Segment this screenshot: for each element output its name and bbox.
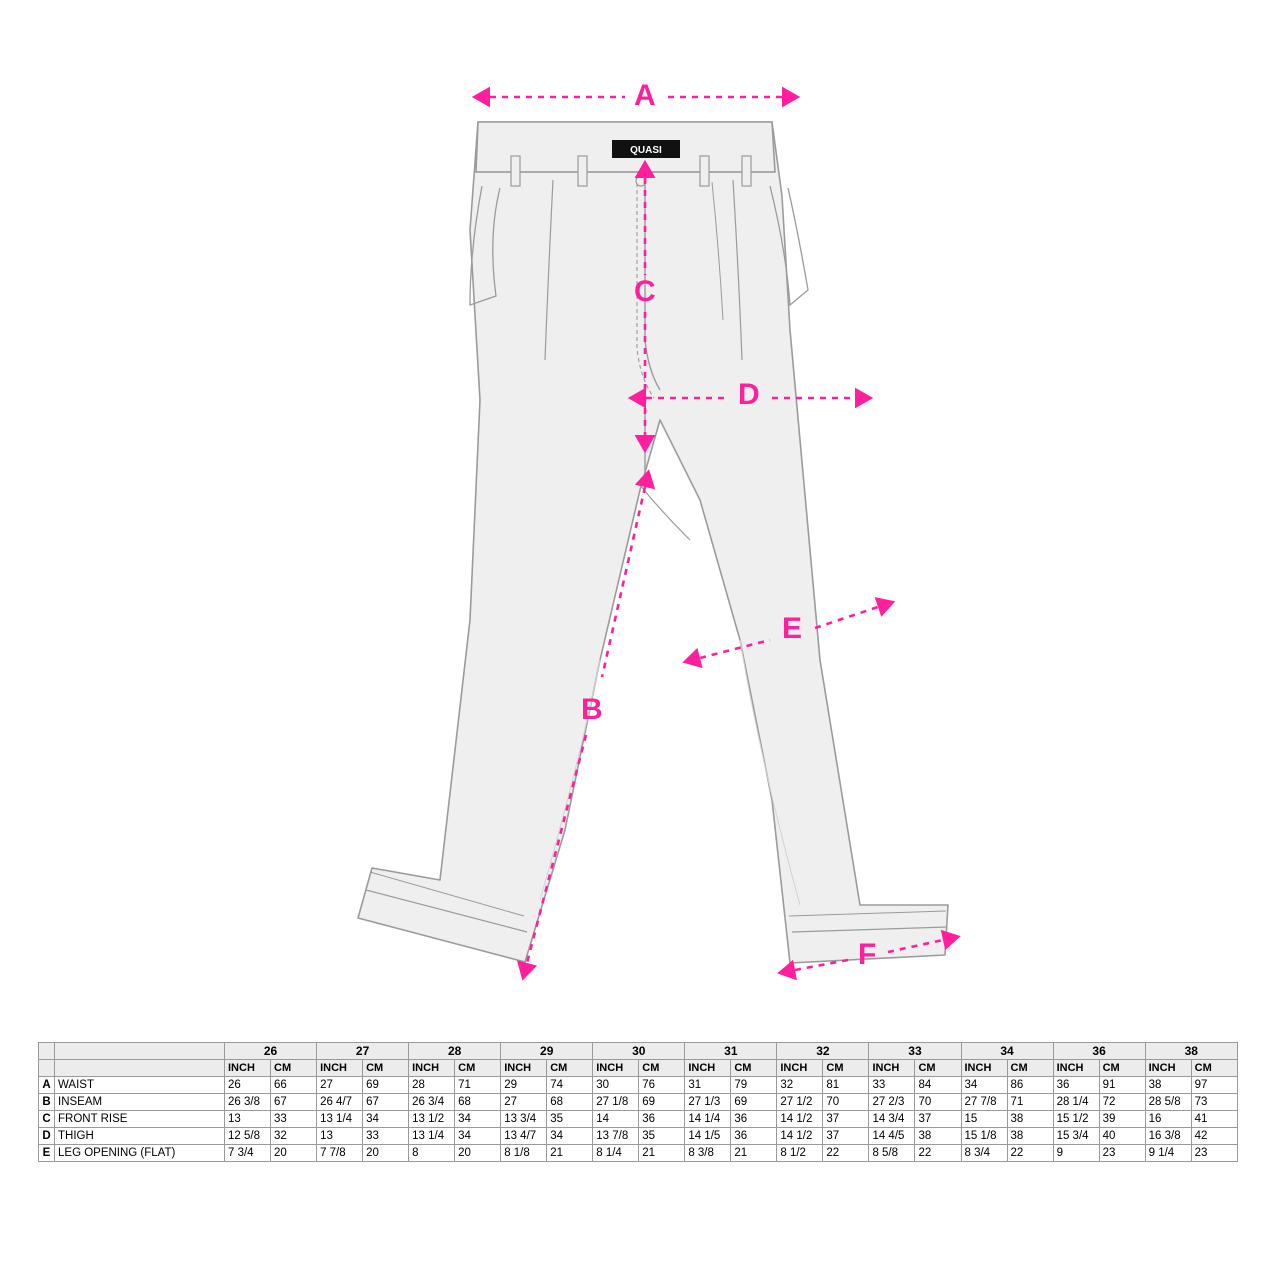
cell-c-27-inch: 13 1/4 bbox=[317, 1111, 363, 1128]
cell-d-28-inch: 13 1/4 bbox=[409, 1128, 455, 1145]
cell-a-31-inch: 31 bbox=[685, 1077, 731, 1094]
cell-c-26-inch: 13 bbox=[225, 1111, 271, 1128]
cell-e-34-cm: 22 bbox=[1007, 1145, 1053, 1162]
cell-b-38-cm: 73 bbox=[1191, 1094, 1237, 1111]
unit-header-33-cm: CM bbox=[915, 1060, 961, 1077]
cell-c-34-cm: 38 bbox=[1007, 1111, 1053, 1128]
measurement-label-c: C bbox=[634, 275, 656, 308]
size-table bbox=[38, 1042, 1238, 1162]
pants-illustration bbox=[358, 122, 948, 963]
measurement-label-f: F bbox=[858, 938, 877, 971]
cell-e-26-cm: 20 bbox=[271, 1145, 317, 1162]
cell-e-29-cm: 21 bbox=[547, 1145, 593, 1162]
cell-c-31-inch: 14 1/4 bbox=[685, 1111, 731, 1128]
cell-c-31-cm: 36 bbox=[731, 1111, 777, 1128]
unit-header-28-inch: INCH bbox=[409, 1060, 455, 1077]
cell-a-28-cm: 71 bbox=[455, 1077, 501, 1094]
cell-a-26-cm: 66 bbox=[271, 1077, 317, 1094]
cell-e-30-inch: 8 1/4 bbox=[593, 1145, 639, 1162]
cell-b-29-cm: 68 bbox=[547, 1094, 593, 1111]
cell-b-26-inch: 26 3/8 bbox=[225, 1094, 271, 1111]
cell-b-27-inch: 26 4/7 bbox=[317, 1094, 363, 1111]
cell-a-27-inch: 27 bbox=[317, 1077, 363, 1094]
cell-e-38-cm: 23 bbox=[1191, 1145, 1237, 1162]
size-header-28: 28 bbox=[409, 1043, 501, 1060]
cell-b-30-inch: 27 1/8 bbox=[593, 1094, 639, 1111]
cell-b-36-inch: 28 1/4 bbox=[1053, 1094, 1099, 1111]
cell-b-27-cm: 67 bbox=[363, 1094, 409, 1111]
size-header-29: 29 bbox=[501, 1043, 593, 1060]
cell-c-27-cm: 34 bbox=[363, 1111, 409, 1128]
unit-header-32-cm: CM bbox=[823, 1060, 869, 1077]
cell-e-38-inch: 9 1/4 bbox=[1145, 1145, 1191, 1162]
cell-e-32-cm: 22 bbox=[823, 1145, 869, 1162]
cell-e-28-inch: 8 bbox=[409, 1145, 455, 1162]
cell-d-36-cm: 40 bbox=[1099, 1128, 1145, 1145]
cell-c-32-cm: 37 bbox=[823, 1111, 869, 1128]
brand-tag-label: QUASI bbox=[630, 145, 662, 156]
size-header-33: 33 bbox=[869, 1043, 961, 1060]
cell-c-33-cm: 37 bbox=[915, 1111, 961, 1128]
cell-d-26-inch: 12 5/8 bbox=[225, 1128, 271, 1145]
table-row bbox=[39, 1111, 1238, 1128]
size-header-26: 26 bbox=[225, 1043, 317, 1060]
table-body bbox=[39, 1077, 1238, 1162]
cell-d-38-cm: 42 bbox=[1191, 1128, 1237, 1145]
unit-header-34-inch: INCH bbox=[961, 1060, 1007, 1077]
cell-a-29-cm: 74 bbox=[547, 1077, 593, 1094]
row-name: THIGH bbox=[55, 1128, 225, 1145]
cell-d-38-inch: 16 3/8 bbox=[1145, 1128, 1191, 1145]
cell-a-36-cm: 91 bbox=[1099, 1077, 1145, 1094]
cell-c-33-inch: 14 3/4 bbox=[869, 1111, 915, 1128]
unit-header-36-cm: CM bbox=[1099, 1060, 1145, 1077]
cell-d-33-cm: 38 bbox=[915, 1128, 961, 1145]
unit-header-34-cm: CM bbox=[1007, 1060, 1053, 1077]
cell-d-36-inch: 15 3/4 bbox=[1053, 1128, 1099, 1145]
cell-a-34-inch: 34 bbox=[961, 1077, 1007, 1094]
cell-c-34-inch: 15 bbox=[961, 1111, 1007, 1128]
cell-b-38-inch: 28 5/8 bbox=[1145, 1094, 1191, 1111]
size-header-32: 32 bbox=[777, 1043, 869, 1060]
cell-c-26-cm: 33 bbox=[271, 1111, 317, 1128]
measurement-label-b: B bbox=[581, 693, 603, 726]
cell-e-27-inch: 7 7/8 bbox=[317, 1145, 363, 1162]
cell-c-28-inch: 13 1/2 bbox=[409, 1111, 455, 1128]
cell-c-36-inch: 15 1/2 bbox=[1053, 1111, 1099, 1128]
row-name: WAIST bbox=[55, 1077, 225, 1094]
unit-header-26-inch: INCH bbox=[225, 1060, 271, 1077]
cell-b-29-inch: 27 bbox=[501, 1094, 547, 1111]
cell-a-38-inch: 38 bbox=[1145, 1077, 1191, 1094]
cell-d-34-cm: 38 bbox=[1007, 1128, 1053, 1145]
size-chart bbox=[38, 1042, 1238, 1162]
cell-d-30-inch: 13 7/8 bbox=[593, 1128, 639, 1145]
cell-e-32-inch: 8 1/2 bbox=[777, 1145, 823, 1162]
unit-header-29-cm: CM bbox=[547, 1060, 593, 1077]
cell-b-31-cm: 69 bbox=[731, 1094, 777, 1111]
header-corner-code bbox=[39, 1043, 55, 1060]
cell-d-33-inch: 14 4/5 bbox=[869, 1128, 915, 1145]
unit-header-38-cm: CM bbox=[1191, 1060, 1237, 1077]
row-code-e: E bbox=[39, 1145, 55, 1162]
cell-a-30-inch: 30 bbox=[593, 1077, 639, 1094]
unit-header-27-cm: CM bbox=[363, 1060, 409, 1077]
cell-b-33-inch: 27 2/3 bbox=[869, 1094, 915, 1111]
cell-a-30-cm: 76 bbox=[639, 1077, 685, 1094]
cell-a-33-cm: 84 bbox=[915, 1077, 961, 1094]
unit-header-29-inch: INCH bbox=[501, 1060, 547, 1077]
cell-e-29-inch: 8 1/8 bbox=[501, 1145, 547, 1162]
size-header-34: 34 bbox=[961, 1043, 1053, 1060]
cell-a-26-inch: 26 bbox=[225, 1077, 271, 1094]
cell-c-32-inch: 14 1/2 bbox=[777, 1111, 823, 1128]
cell-b-32-cm: 70 bbox=[823, 1094, 869, 1111]
cell-b-33-cm: 70 bbox=[915, 1094, 961, 1111]
cell-e-30-cm: 21 bbox=[639, 1145, 685, 1162]
cell-c-38-inch: 16 bbox=[1145, 1111, 1191, 1128]
cell-a-33-inch: 33 bbox=[869, 1077, 915, 1094]
unit-header-32-inch: INCH bbox=[777, 1060, 823, 1077]
cell-e-26-inch: 7 3/4 bbox=[225, 1145, 271, 1162]
unit-header-31-cm: CM bbox=[731, 1060, 777, 1077]
unit-corner-code bbox=[39, 1060, 55, 1077]
unit-header-30-cm: CM bbox=[639, 1060, 685, 1077]
size-header-31: 31 bbox=[685, 1043, 777, 1060]
cell-d-27-cm: 33 bbox=[363, 1128, 409, 1145]
cell-a-31-cm: 79 bbox=[731, 1077, 777, 1094]
cell-e-31-inch: 8 3/8 bbox=[685, 1145, 731, 1162]
cell-d-28-cm: 34 bbox=[455, 1128, 501, 1145]
cell-a-32-inch: 32 bbox=[777, 1077, 823, 1094]
cell-e-33-cm: 22 bbox=[915, 1145, 961, 1162]
cell-a-32-cm: 81 bbox=[823, 1077, 869, 1094]
cell-d-32-cm: 37 bbox=[823, 1128, 869, 1145]
cell-e-33-inch: 8 5/8 bbox=[869, 1145, 915, 1162]
cell-e-28-cm: 20 bbox=[455, 1145, 501, 1162]
size-header-38: 38 bbox=[1145, 1043, 1237, 1060]
unit-header-33-inch: INCH bbox=[869, 1060, 915, 1077]
unit-header-26-cm: CM bbox=[271, 1060, 317, 1077]
cell-d-30-cm: 35 bbox=[639, 1128, 685, 1145]
cell-a-27-cm: 69 bbox=[363, 1077, 409, 1094]
table-header-sizes bbox=[39, 1043, 1238, 1060]
unit-header-31-inch: INCH bbox=[685, 1060, 731, 1077]
table-header-units bbox=[39, 1060, 1238, 1077]
cell-b-36-cm: 72 bbox=[1099, 1094, 1145, 1111]
cell-d-26-cm: 32 bbox=[271, 1128, 317, 1145]
cell-d-32-inch: 14 1/2 bbox=[777, 1128, 823, 1145]
cell-b-31-inch: 27 1/3 bbox=[685, 1094, 731, 1111]
row-name: INSEAM bbox=[55, 1094, 225, 1111]
cell-e-36-cm: 23 bbox=[1099, 1145, 1145, 1162]
cell-a-29-inch: 29 bbox=[501, 1077, 547, 1094]
measurement-label-a: A bbox=[634, 79, 656, 112]
measurement-label-e: E bbox=[782, 612, 803, 645]
cell-c-29-inch: 13 3/4 bbox=[501, 1111, 547, 1128]
cell-c-36-cm: 39 bbox=[1099, 1111, 1145, 1128]
unit-header-38-inch: INCH bbox=[1145, 1060, 1191, 1077]
cell-a-28-inch: 28 bbox=[409, 1077, 455, 1094]
cell-d-34-inch: 15 1/8 bbox=[961, 1128, 1007, 1145]
cell-d-29-inch: 13 4/7 bbox=[501, 1128, 547, 1145]
cell-b-28-cm: 68 bbox=[455, 1094, 501, 1111]
cell-a-34-cm: 86 bbox=[1007, 1077, 1053, 1094]
cell-e-31-cm: 21 bbox=[731, 1145, 777, 1162]
header-corner-name bbox=[55, 1043, 225, 1060]
row-name: FRONT RISE bbox=[55, 1111, 225, 1128]
row-code-a: A bbox=[39, 1077, 55, 1094]
cell-c-29-cm: 35 bbox=[547, 1111, 593, 1128]
cell-c-30-inch: 14 bbox=[593, 1111, 639, 1128]
cell-c-28-cm: 34 bbox=[455, 1111, 501, 1128]
cell-b-26-cm: 67 bbox=[271, 1094, 317, 1111]
cell-c-30-cm: 36 bbox=[639, 1111, 685, 1128]
row-code-b: B bbox=[39, 1094, 55, 1111]
size-header-36: 36 bbox=[1053, 1043, 1145, 1060]
unit-header-36-inch: INCH bbox=[1053, 1060, 1099, 1077]
cell-b-30-cm: 69 bbox=[639, 1094, 685, 1111]
cell-d-27-inch: 13 bbox=[317, 1128, 363, 1145]
row-name: LEG OPENING (FLAT) bbox=[55, 1145, 225, 1162]
table-row bbox=[39, 1077, 1238, 1094]
cell-d-31-inch: 14 1/5 bbox=[685, 1128, 731, 1145]
cell-d-29-cm: 34 bbox=[547, 1128, 593, 1145]
cell-e-36-inch: 9 bbox=[1053, 1145, 1099, 1162]
table-row bbox=[39, 1145, 1238, 1162]
cell-b-34-inch: 27 7/8 bbox=[961, 1094, 1007, 1111]
row-code-c: C bbox=[39, 1111, 55, 1128]
size-header-30: 30 bbox=[593, 1043, 685, 1060]
unit-header-27-inch: INCH bbox=[317, 1060, 363, 1077]
measurement-label-d: D bbox=[738, 378, 760, 411]
cell-e-27-cm: 20 bbox=[363, 1145, 409, 1162]
cell-e-34-inch: 8 3/4 bbox=[961, 1145, 1007, 1162]
cell-d-31-cm: 36 bbox=[731, 1128, 777, 1145]
cell-a-38-cm: 97 bbox=[1191, 1077, 1237, 1094]
table-row bbox=[39, 1128, 1238, 1145]
cell-b-28-inch: 26 3/4 bbox=[409, 1094, 455, 1111]
table-row bbox=[39, 1094, 1238, 1111]
unit-header-30-inch: INCH bbox=[593, 1060, 639, 1077]
unit-header-28-cm: CM bbox=[455, 1060, 501, 1077]
row-code-d: D bbox=[39, 1128, 55, 1145]
unit-corner-name bbox=[55, 1060, 225, 1077]
cell-c-38-cm: 41 bbox=[1191, 1111, 1237, 1128]
cell-b-34-cm: 71 bbox=[1007, 1094, 1053, 1111]
cell-b-32-inch: 27 1/2 bbox=[777, 1094, 823, 1111]
cell-a-36-inch: 36 bbox=[1053, 1077, 1099, 1094]
size-header-27: 27 bbox=[317, 1043, 409, 1060]
